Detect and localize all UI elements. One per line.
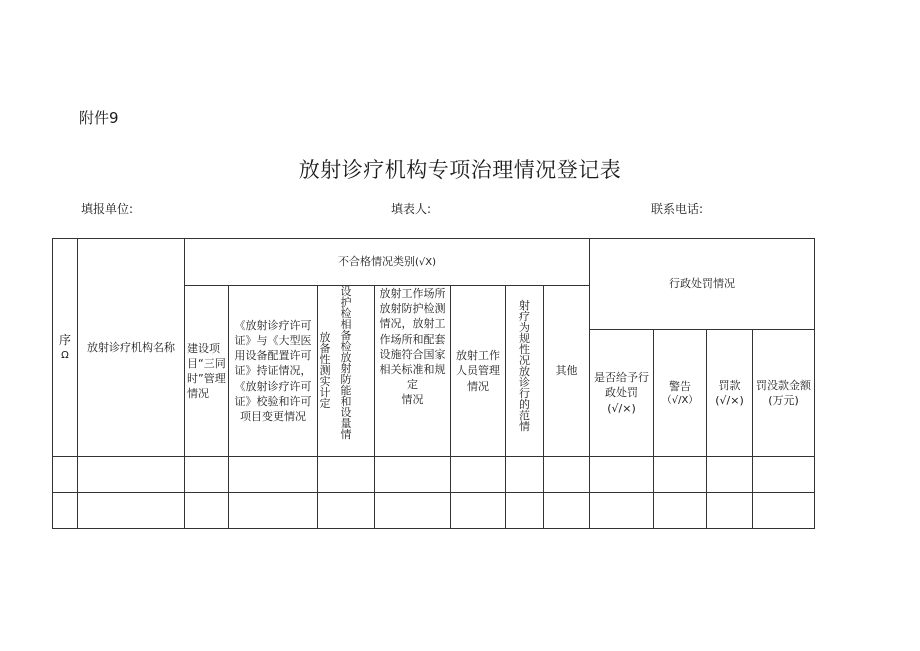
- cell[interactable]: [506, 457, 544, 493]
- cell[interactable]: [506, 493, 544, 529]
- cell-org[interactable]: [78, 493, 185, 529]
- cell[interactable]: [185, 493, 229, 529]
- filler-label: 填表人:: [391, 202, 432, 216]
- table-row: [53, 493, 815, 529]
- cell-org[interactable]: [78, 457, 185, 493]
- col-warning-cell: [654, 330, 707, 457]
- col-license: 《放射诊疗许可证》与《大型医用设备配置许可证》持证情况，《放射诊疗许可证》校验和许可项目变更情况: [229, 286, 318, 457]
- cell[interactable]: [753, 457, 815, 493]
- cell[interactable]: [229, 457, 318, 493]
- seq-header-sub: Ω: [61, 349, 69, 361]
- cell[interactable]: [654, 493, 707, 529]
- cell[interactable]: [375, 457, 451, 493]
- cell-seq[interactable]: [53, 493, 78, 529]
- cell[interactable]: [590, 457, 654, 493]
- col-three-simultaneous: 建设项目“三同时”管理情况: [185, 286, 229, 457]
- noncompliance-header: 不合格情况类别: [337, 255, 415, 269]
- table-row: [53, 457, 815, 493]
- col-equipment: 设护检相备检放射防能和设量情: [340, 285, 352, 441]
- cell[interactable]: [318, 457, 375, 493]
- col-other: 其他: [544, 286, 590, 457]
- cell[interactable]: [544, 457, 590, 493]
- cell[interactable]: [753, 493, 815, 529]
- col-fine: 罚款 (√/×): [707, 330, 753, 457]
- noncompliance-mark: (√X): [414, 257, 437, 269]
- penalty-header: 行政处罚情况: [590, 239, 815, 330]
- annex-number: 附件9: [79, 109, 119, 127]
- cell[interactable]: [375, 493, 451, 529]
- col-warning: 警告: [669, 379, 691, 393]
- noncompliance-header-cell: [185, 239, 590, 286]
- col-confiscation: 罚没款金额 (万元): [753, 330, 815, 457]
- cell[interactable]: [451, 493, 506, 529]
- cell[interactable]: [707, 457, 753, 493]
- cell[interactable]: [590, 493, 654, 529]
- org-name-header: 放射诊疗机构名称: [78, 239, 185, 457]
- cell[interactable]: [654, 457, 707, 493]
- cell-seq[interactable]: [53, 457, 78, 493]
- col-give-penalty: 是否给予行政处罚 (√/×): [590, 330, 654, 457]
- seq-header: 序: [58, 333, 71, 348]
- cell[interactable]: [229, 493, 318, 529]
- col-violation-cell: [506, 286, 544, 457]
- col-equipment-overlap: 放备性测实计定: [319, 331, 331, 410]
- cell[interactable]: [544, 493, 590, 529]
- registration-table: [52, 238, 815, 529]
- cell[interactable]: [451, 457, 506, 493]
- seq-header-cell: [53, 239, 78, 457]
- cell[interactable]: [185, 457, 229, 493]
- cell[interactable]: [707, 493, 753, 529]
- form-title: 放射诊疗机构专项治理情况登记表: [298, 158, 622, 182]
- cell[interactable]: [318, 493, 375, 529]
- contact-phone-label: 联系电话:: [651, 202, 704, 216]
- col-staff: 放射工作人员管理情况: [451, 286, 506, 457]
- col-equipment-cell: [318, 286, 375, 457]
- col-violation: 射疗为规性况放诊行的范情: [519, 299, 530, 433]
- col-workplace: 放射工作场所放射防护检测情况，放射工作场所和配套设施符合国家相关标准和规定 情况: [375, 286, 451, 457]
- reporting-unit-label: 填报单位:: [81, 202, 134, 216]
- col-warning-mark: （√/X）: [661, 394, 699, 406]
